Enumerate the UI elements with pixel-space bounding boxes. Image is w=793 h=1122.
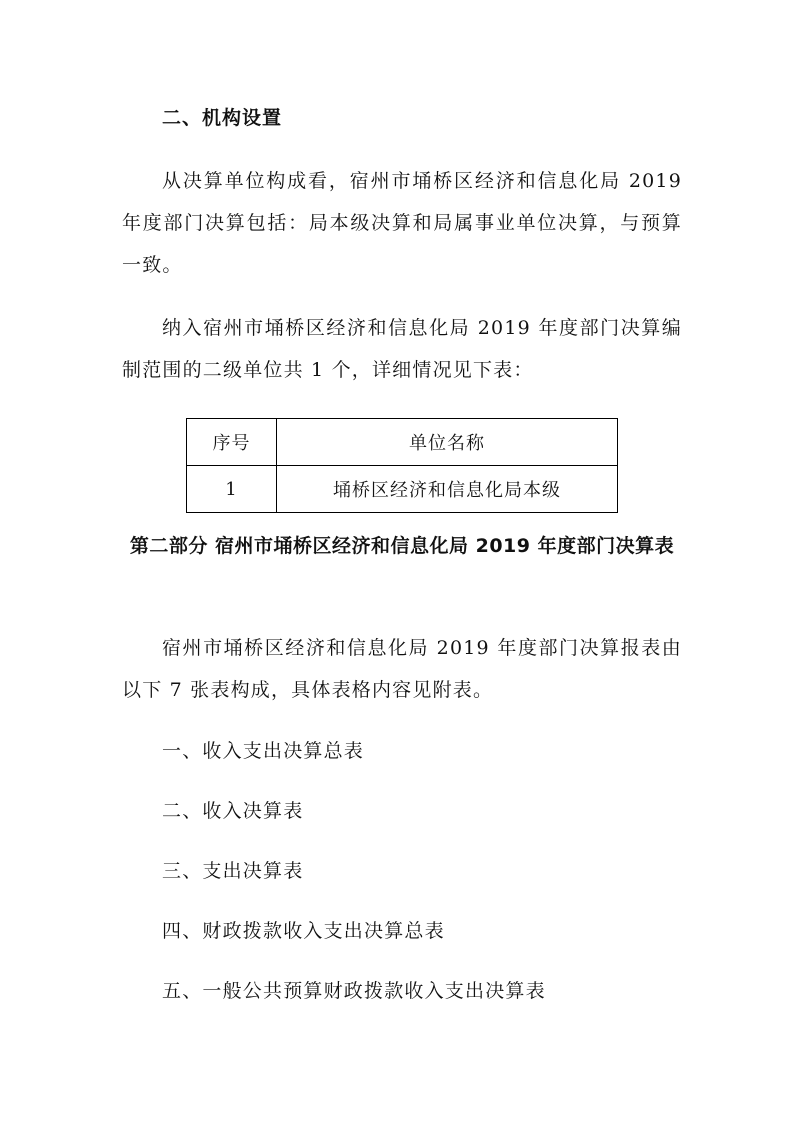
table-header-cell: 单位名称 bbox=[277, 419, 618, 466]
list-item: 五、一般公共预算财政拨款收入支出决算表 bbox=[162, 980, 546, 1002]
table-header-cell: 序号 bbox=[187, 419, 277, 466]
list-item: 四、财政拨款收入支出决算总表 bbox=[162, 920, 445, 942]
table-cell: 1 bbox=[187, 466, 277, 513]
list-item: 一、收入支出决算总表 bbox=[162, 740, 365, 762]
table-cell: 埇桥区经济和信息化局本级 bbox=[277, 466, 618, 513]
list-item: 二、收入决算表 bbox=[162, 800, 304, 822]
table-row bbox=[187, 466, 618, 513]
part-title: 第二部分 宿州市埇桥区经济和信息化局 2019 年度部门决算表 bbox=[129, 535, 675, 557]
paragraph-report-tables: 宿州市埇桥区经济和信息化局 2019 年度部门决算报表由以下 7 张表构成，具体表格内容见附表。 bbox=[122, 637, 682, 701]
paragraph-decision-composition: 从决算单位构成看，宿州市埇桥区经济和信息化局 2019 年度部门决算包括：局本级决算和局属事业单位决算，与预算一致。 bbox=[122, 170, 682, 276]
paragraph-secondary-units: 纳入宿州市埇桥区经济和信息化局 2019 年度部门决算编制范围的二级单位共 1 个，详细情况见下表： bbox=[122, 317, 682, 381]
list-item: 三、支出决算表 bbox=[162, 860, 304, 882]
section-heading: 二、机构设置 bbox=[162, 107, 283, 129]
unit-table bbox=[186, 418, 618, 513]
table-header-row bbox=[187, 419, 618, 466]
